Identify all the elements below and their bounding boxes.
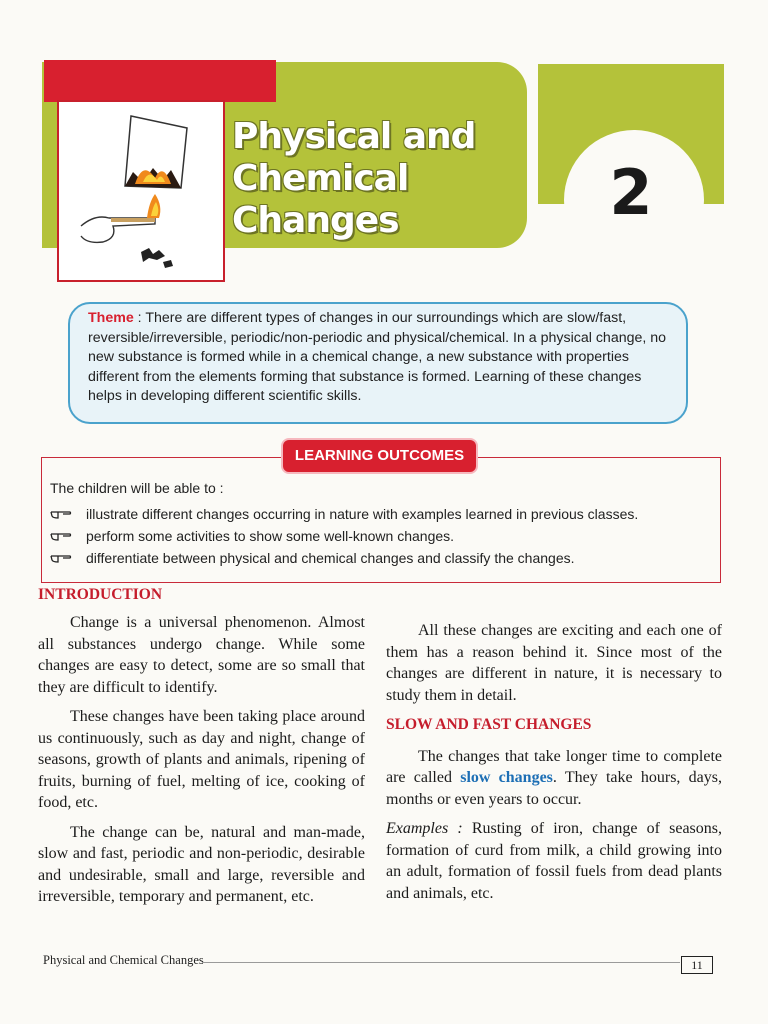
right-column: [386, 620, 722, 912]
chapter-header-red-bar: [44, 60, 276, 102]
chapter-title-line2: Chemical Changes: [232, 158, 409, 241]
slow-changes-text-b: . They take hours, days, months or even years to occur.: [386, 769, 723, 808]
learning-outcomes-intro: The children will be able to :: [50, 480, 224, 496]
examples-label: Examples :: [386, 820, 463, 837]
footer-divider: [202, 962, 680, 963]
learning-outcomes-badge: LEARNING OUTCOMES: [281, 438, 478, 474]
slow-changes-paragraph: [386, 746, 722, 811]
introduction-paragraph-3: The change can be, natural and man-made, slow and fast, periodic and non-periodic, desirable and undesirable, small and large, reversible and irreversible, temporary and permanent, etc.: [38, 823, 365, 905]
list-item: [50, 525, 710, 547]
theme-text: There are different types of changes in our surroundings which are slow/fast, reversible/irreversible, periodic/non-periodic and physical/chemical. In a physical change, no new substance is formed while in a chemical change, a new substance with properties different from the elements forming that substance is formed. Learning of these changes helps in developing different scientific skills.: [88, 310, 667, 405]
chapter-title-line1: Physical and: [232, 116, 476, 157]
slow-changes-text-a: The changes that take longer time to complete are called: [386, 747, 722, 786]
chapter-title: [232, 116, 522, 242]
page-number: 11: [681, 956, 713, 974]
introduction-paragraph-4: All these changes are exciting and each one of them has a reason behind it. Since most of the changes are different in nature, it is necessary to study them in detail.: [386, 622, 722, 704]
list-item: [50, 547, 710, 569]
theme-box: [68, 302, 688, 424]
learning-outcome-text: perform some activities to show some well-known changes.: [86, 528, 455, 544]
chapter-number: 2: [609, 156, 653, 229]
introduction-paragraph-1: Change is a universal phenomenon. Almost all substances undergo change. While some changes are easy to detect, some are so small that they are difficult to identify.: [38, 614, 365, 696]
left-column: [38, 612, 365, 916]
learning-outcome-text: differentiate between physical and chemical changes and classify the changes.: [86, 550, 575, 566]
theme-separator: :: [133, 310, 146, 326]
introduction-paragraph-2: These changes have been taking place around us continuously, such as day and night, change of seasons, growth of plants and animals, ripening of fruits, burning of fuel, melting of ice, cooking of food, etc.: [38, 708, 365, 811]
burning-paper-icon: [59, 102, 223, 280]
introduction-heading: INTRODUCTION: [38, 586, 163, 603]
pointing-hand-icon: [50, 508, 72, 520]
slow-changes-term: slow changes: [460, 769, 553, 786]
learning-outcome-text: illustrate different changes occurring in nature with examples learned in previous classes.: [86, 506, 639, 522]
theme-label: Theme: [88, 310, 134, 326]
learning-outcomes-list: [50, 503, 710, 569]
pointing-hand-icon: [50, 530, 72, 542]
examples-text: Rusting of iron, change of seasons, formation of curd from milk, a child growing into an adult, formation of fossil fuels from dead plants and animals, etc.: [386, 820, 723, 902]
slow-fast-heading: SLOW AND FAST CHANGES: [386, 716, 592, 733]
pointing-hand-icon: [50, 552, 72, 564]
burning-paper-illustration: [57, 100, 225, 282]
footer-chapter-title: Physical and Chemical Changes: [43, 953, 204, 967]
slow-changes-examples: [386, 818, 722, 904]
list-item: [50, 503, 710, 525]
